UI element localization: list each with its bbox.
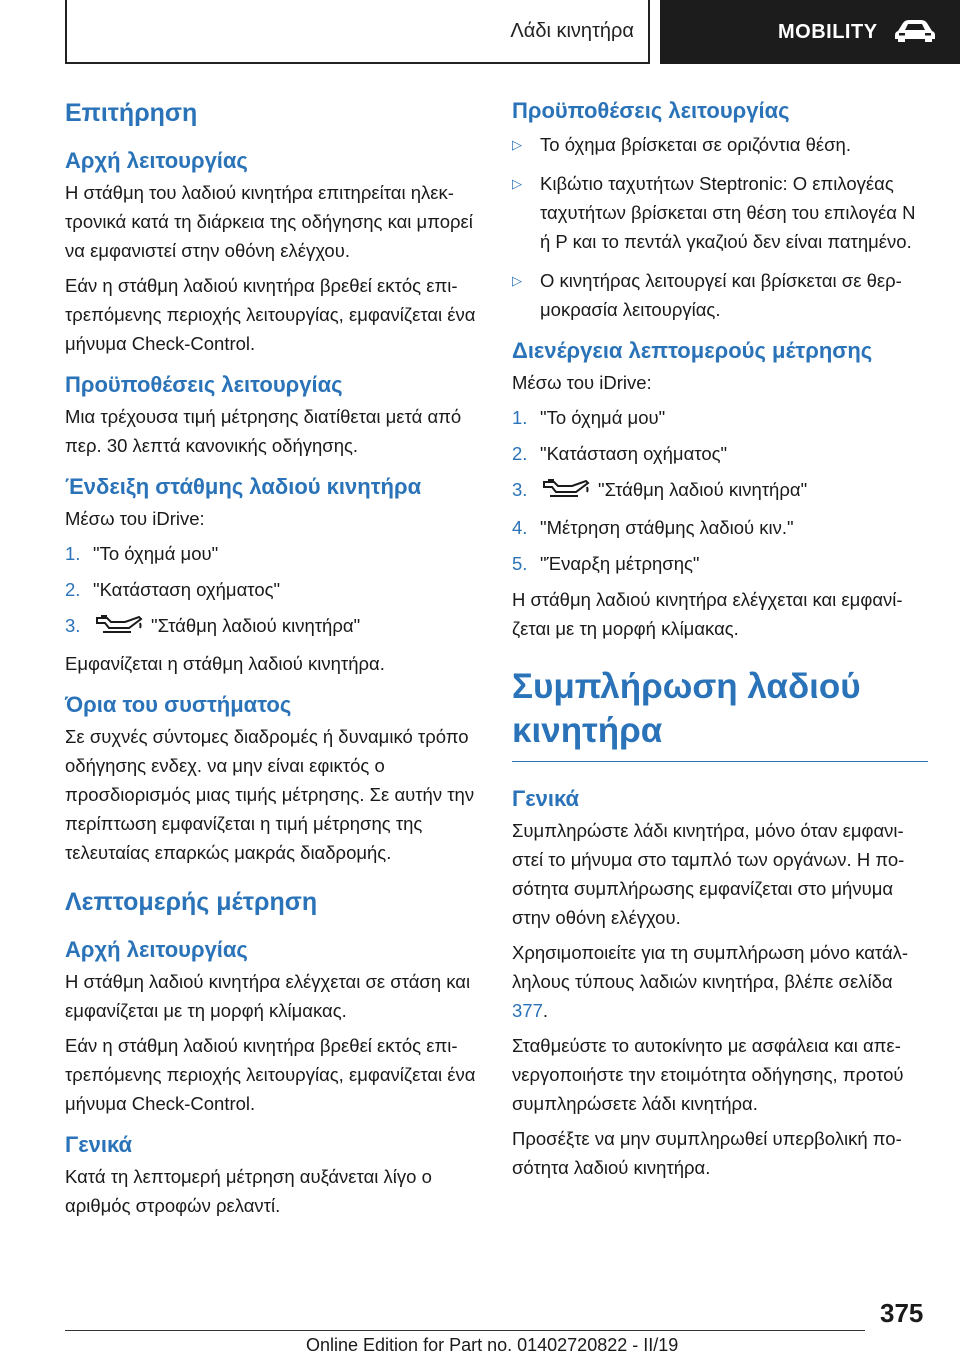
paragraph: Σταθμεύστε το αυτοκίνητο με ασφάλεια και απενεργοποιήστε την ετοιμότητα οδήγησης, προτού συμπληρώσετε λάδι κινητήρα. bbox=[512, 1034, 904, 1114]
text: Χρησιμοποιείτε για τη συμπλήρωση μόνο κατάλληλους τύπους λαδιών κινητήρα, βλέπε σελίδα bbox=[512, 941, 909, 992]
step-text: "Μέτρηση στάθμης λαδιού κιν." bbox=[540, 516, 794, 538]
paragraph-with-link bbox=[512, 938, 927, 1025]
triangle-bullet-icon: ▷ bbox=[512, 176, 522, 191]
step-number: 2. bbox=[512, 443, 528, 464]
heading-oil-level-display: Ένδειξη στάθμης λαδιού κινητήρα bbox=[65, 474, 422, 499]
heading-perform-measurement: Διενέργεια λεπτομερούς μέτρησης bbox=[512, 338, 873, 363]
heading-monitoring: Επιτήρηση bbox=[65, 99, 198, 127]
right-column bbox=[512, 96, 927, 1188]
heading-system-limits: Όρια του συστήματος bbox=[65, 691, 292, 717]
section-title: Λάδι κινητήρα bbox=[510, 19, 634, 42]
condition-text: Το όχημα βρίσκεται σε οριζόντια θέση. bbox=[540, 134, 851, 155]
step-text: "Έναρξη μέτρησης" bbox=[540, 552, 700, 574]
paragraph: Η στάθμη του λαδιού κινητήρα επιτηρείται ηλεκτρονικά κατά τη διάρκεια της οδήγησης και μπορεί να εμφανιστεί στην οθόνη ελέγχου. bbox=[65, 182, 473, 261]
paragraph: Συμπληρώστε λάδι κινητήρα, μόνο όταν εμφανιστεί το μήνυμα στο ταμπλό των οργάνων. Η ποσότητα συμπλήρωσης εμφανίζεται στο μήνυμα στην οθόνη ελέγχου. bbox=[512, 819, 905, 928]
steps-list bbox=[512, 403, 927, 578]
list-item bbox=[65, 539, 480, 568]
list-item bbox=[512, 549, 927, 578]
paragraph: Μέσω του iDrive: bbox=[65, 508, 205, 529]
paragraph: Προσέξτε να μην συμπληρωθεί υπερβολική ποσότητα λαδιού κινητήρα. bbox=[512, 1127, 902, 1178]
header-section-box bbox=[65, 0, 650, 64]
edition-text: Online Edition for Part no. 01402720822 - II/19 bbox=[306, 1335, 679, 1355]
step-text: "Στάθμη λαδιού κινητήρα" bbox=[598, 479, 808, 500]
heading-general: Γενικά bbox=[512, 785, 580, 811]
page-number: 375 bbox=[880, 1298, 924, 1328]
car-icon bbox=[894, 18, 936, 47]
triangle-bullet-icon: ▷ bbox=[512, 273, 522, 288]
step-text: "Στάθμη λαδιού κινητήρα" bbox=[151, 615, 361, 636]
list-item bbox=[512, 403, 927, 432]
text: . bbox=[542, 999, 549, 1021]
list-item bbox=[512, 266, 927, 324]
list-item bbox=[512, 475, 927, 506]
heading-principle: Αρχή λειτουργίας bbox=[65, 936, 248, 962]
heading-prerequisites: Προϋποθέσεις λειτουργίας bbox=[512, 98, 790, 123]
page-reference-link[interactable]: 377 bbox=[512, 999, 543, 1021]
heading-prerequisites: Προϋποθέσεις λειτουργίας bbox=[65, 372, 343, 397]
list-item bbox=[65, 575, 480, 604]
paragraph: Εμφανίζεται η στάθμη λαδιού κινητήρα. bbox=[65, 652, 385, 674]
list-item bbox=[512, 130, 927, 159]
step-number: 2. bbox=[65, 579, 81, 600]
step-number: 3. bbox=[512, 479, 528, 500]
heading-general: Γενικά bbox=[65, 1131, 133, 1157]
step-text: "Κατάσταση οχήματος" bbox=[540, 443, 728, 464]
paragraph: Κατά τη λεπτομερή μέτρηση αυξάνεται λίγο ο αριθμός στροφών ρελαντί. bbox=[65, 1165, 432, 1216]
step-text: "Κατάσταση οχήματος" bbox=[93, 579, 281, 600]
paragraph: Μια τρέχουσα τιμή μέτρησης διατίθεται μετά από περ. 30 λεπτά κανονικής οδήγησης. bbox=[65, 406, 462, 456]
heading-principle: Αρχή λειτουργίας bbox=[65, 148, 248, 173]
header-brand-box bbox=[660, 0, 960, 64]
heading-detailed-measurement: Λεπτομερής μέτρηση bbox=[65, 887, 318, 916]
paragraph: Σε συχνές σύντομες διαδρομές ή δυναμικό τρόπο οδήγησης ενδεχ. να μην είναι εφικτός ο προσδιορισμός μιας τιμής μέτρησης. Σε αυτήν την περίπτωση εμφανίζεται η τιμή μέτρησης της τελευταίας επαρκώς μακράς διαδρομής. bbox=[65, 725, 475, 863]
list-item bbox=[512, 439, 927, 468]
step-text: "Το όχημά μου" bbox=[93, 543, 219, 564]
step-number: 1. bbox=[65, 543, 81, 564]
steps-list bbox=[65, 539, 480, 642]
paragraph: Εάν η στάθμη λαδιού κινητήρα βρεθεί εκτός επιτρεπόμενης περιοχής λειτουργίας, εμφανίζεται ένα μήνυμα Check-Control. bbox=[65, 1034, 476, 1114]
step-text: "Το όχημά μου" bbox=[540, 407, 666, 428]
paragraph: Μέσω του iDrive: bbox=[512, 372, 652, 393]
oil-can-icon bbox=[542, 477, 590, 506]
footer-divider bbox=[65, 1330, 865, 1331]
list-item bbox=[512, 169, 927, 256]
list-item bbox=[65, 611, 480, 642]
paragraph: Η στάθμη λαδιού κινητήρα ελέγχεται σε στάση και εμφανίζεται με τη μορφή κλίμακας. bbox=[65, 970, 471, 1021]
conditions-list bbox=[512, 130, 927, 324]
step-number: 1. bbox=[512, 407, 528, 428]
list-item bbox=[512, 513, 927, 542]
triangle-bullet-icon: ▷ bbox=[512, 137, 522, 152]
paragraph: Η στάθμη λαδιού κινητήρα ελέγχεται και εμφανίζεται με τη μορφή κλίμακας. bbox=[512, 588, 903, 639]
step-number: 4. bbox=[512, 516, 528, 538]
oil-can-icon bbox=[95, 613, 143, 642]
left-column bbox=[65, 96, 480, 1226]
condition-text: Κιβώτιο ταχυτήτων Steptronic: Ο επιλογέας ταχυτήτων βρίσκεται στη θέση του επιλογέα N ή P και το πεντάλ γκαζιού δεν είναι πατημένο. bbox=[540, 173, 916, 252]
paragraph: Εάν η στάθμη λαδιού κινητήρα βρεθεί εκτός επιτρεπόμενης περιοχής λειτουργίας, εμφανίζεται ένα μήνυμα Check-Control. bbox=[65, 275, 476, 354]
section-divider bbox=[512, 761, 928, 762]
step-number: 5. bbox=[512, 552, 528, 574]
heading-oil-refill: Συμπλήρωση λαδιού κινητήρα bbox=[512, 666, 861, 750]
step-number: 3. bbox=[65, 615, 81, 636]
brand-label: MOBILITY bbox=[778, 20, 878, 43]
condition-text: Ο κινητήρας λειτουργεί και βρίσκεται σε θερμοκρασία λειτουργίας. bbox=[540, 270, 902, 320]
